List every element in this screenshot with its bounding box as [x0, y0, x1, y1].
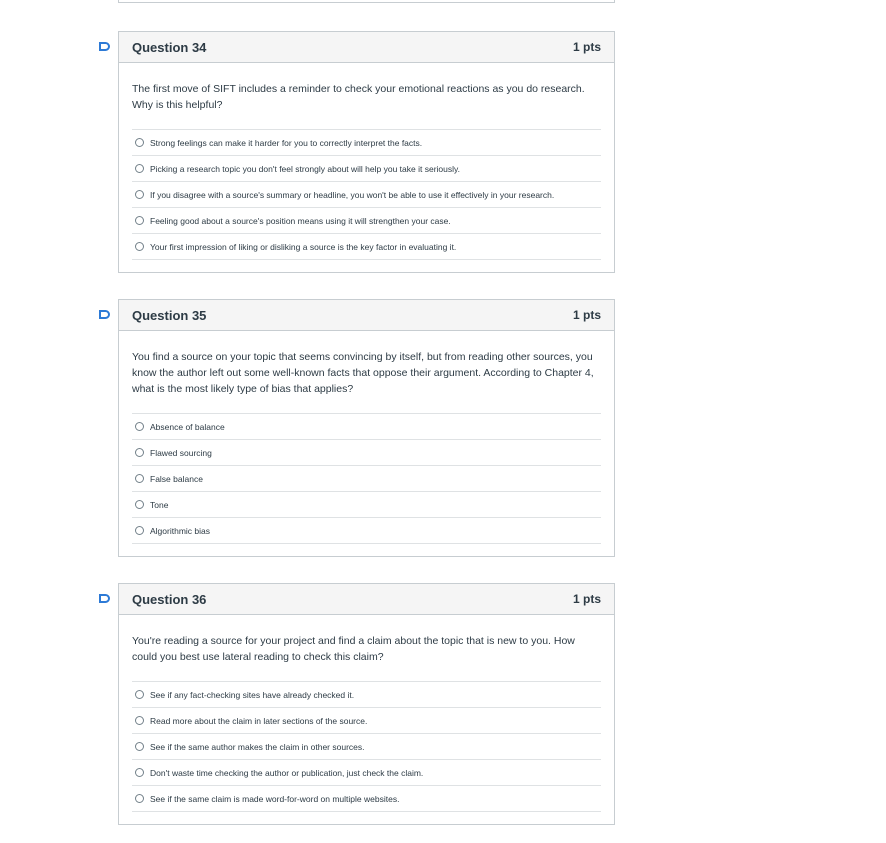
radio-button[interactable] — [135, 690, 144, 699]
answer-option[interactable] — [132, 182, 601, 208]
answer-option[interactable] — [132, 440, 601, 466]
answer-label: Feeling good about a source's position means using it will strengthen your case. — [150, 215, 451, 226]
answer-option[interactable] — [132, 734, 601, 760]
answer-option[interactable] — [132, 786, 601, 812]
question-36 — [118, 583, 615, 825]
answer-list — [132, 681, 601, 812]
answer-label: Strong feelings can make it harder for you to correctly interpret the facts. — [150, 137, 423, 148]
flag-question-icon[interactable] — [99, 310, 110, 319]
answer-option[interactable] — [132, 414, 601, 440]
question-header — [119, 32, 614, 63]
radio-button[interactable] — [135, 794, 144, 803]
answer-list — [132, 129, 601, 260]
answer-label: Flawed sourcing — [150, 447, 212, 458]
question-text: The first move of SIFT includes a reminder to check your emotional reactions as you do research. Why is this helpful? — [132, 83, 585, 111]
flag-question-icon[interactable] — [99, 594, 110, 603]
question-title: Question 35 — [132, 307, 207, 323]
radio-button[interactable] — [135, 500, 144, 509]
answer-label: See if the same author makes the claim in other sources. — [150, 741, 365, 752]
answer-label: See if the same claim is made word-for-word on multiple websites. — [150, 793, 400, 804]
radio-button[interactable] — [135, 716, 144, 725]
radio-button[interactable] — [135, 742, 144, 751]
radio-button[interactable] — [135, 164, 144, 173]
answer-option[interactable] — [132, 156, 601, 182]
question-34 — [118, 31, 615, 273]
answer-option[interactable] — [132, 760, 601, 786]
answer-label: See if any fact-checking sites have already checked it. — [150, 689, 355, 700]
radio-button[interactable] — [135, 138, 144, 147]
radio-button[interactable] — [135, 526, 144, 535]
question-title: Question 36 — [132, 591, 207, 607]
answer-option[interactable] — [132, 682, 601, 708]
answer-label: If you disagree with a source's summary or headline, you won't be able to use it effectively in your research. — [150, 189, 555, 200]
question-points: 1 pts — [572, 308, 601, 322]
radio-button[interactable] — [135, 422, 144, 431]
flag-question-icon[interactable] — [99, 42, 110, 51]
answer-option[interactable] — [132, 492, 601, 518]
question-35 — [118, 299, 615, 557]
answer-option[interactable] — [132, 708, 601, 734]
radio-button[interactable] — [135, 474, 144, 483]
answer-label: Don't waste time checking the author or publication, just check the claim. — [150, 767, 424, 778]
radio-button[interactable] — [135, 448, 144, 457]
question-points: 1 pts — [572, 592, 601, 606]
radio-button[interactable] — [135, 216, 144, 225]
answer-list — [132, 413, 601, 544]
answer-label: Absence of balance — [150, 421, 225, 432]
answer-label: Tone — [150, 499, 169, 510]
radio-button[interactable] — [135, 768, 144, 777]
answer-label: Picking a research topic you don't feel strongly about will help you take it seriously. — [150, 163, 460, 174]
answer-option[interactable] — [132, 130, 601, 156]
question-title: Question 34 — [132, 39, 207, 55]
answer-label: Your first impression of liking or disliking a source is the key factor in evaluating it. — [150, 241, 457, 252]
question-points: 1 pts — [572, 40, 601, 54]
question-text: You find a source on your topic that seems convincing by itself, but from reading other sources, you know the author left out some well-known facts that oppose their argument. According to Chapter 4, what is the most likely type of bias that applies? — [132, 351, 594, 395]
answer-option[interactable] — [132, 234, 601, 260]
answer-option[interactable] — [132, 466, 601, 492]
question-text: You're reading a source for your project and find a claim about the topic that is new to you. How could you best use lateral reading to check this claim? — [132, 635, 575, 663]
radio-button[interactable] — [135, 190, 144, 199]
question-header — [119, 300, 614, 331]
answer-label: Algorithmic bias — [150, 525, 210, 536]
previous-question-card-bottom — [118, 0, 615, 3]
answer-label: Read more about the claim in later sections of the source. — [150, 715, 368, 726]
radio-button[interactable] — [135, 242, 144, 251]
question-header — [119, 584, 614, 615]
answer-label: False balance — [150, 473, 203, 484]
answer-option[interactable] — [132, 208, 601, 234]
answer-option[interactable] — [132, 518, 601, 544]
